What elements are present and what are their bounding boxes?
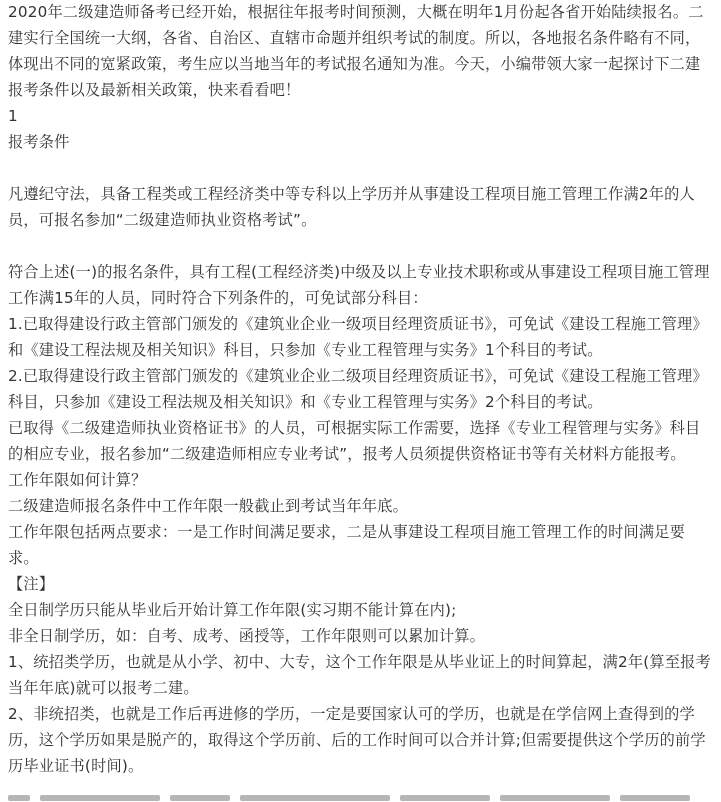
exemption-item-2: 2.已取得建设行政主管部门颁发的《建筑业企业二级项目经理资质证书》，可免试《建设工程施工管理》科目，只参加《建设工程法规及相关知识》和《专业工程管理与实务》2个科目的考试。 [8, 367, 708, 411]
section-title: 报考条件 [8, 133, 70, 151]
work-years-requirements: 工作年限包括两点要求：一是工作时间满足要求，二是从事建设工程项目施工管理工作的时间满足要求。 [8, 523, 686, 567]
certified-note-paragraph: 已取得《二级建造师执业资格证书》的人员，可根据实际工作需要，选择《专业工程管理与实务》科目的相应专业，报名参加“二级建造师相应专业考试”，报考人员须提供资格证书等有关材料方能报考。 [8, 419, 701, 463]
work-years-cutoff: 二级建造师报名条件中工作年限一般截止到考试当年年底。 [8, 497, 409, 515]
work-years-question: 工作年限如何计算？ [8, 471, 147, 489]
exemption-item-1: 1.已取得建设行政主管部门颁发的《建筑业企业一级项目经理资质证书》，可免试《建设工程施工管理》和《建设工程法规及相关知识》科目，只参加《专业工程管理与实务》1个科目的考试。 [8, 315, 708, 359]
article-body [8, 0, 714, 779]
note-parttime: 非全日制学历，如：自考、成考、函授等，工作年限则可以累加计算。 [8, 627, 486, 645]
paragraph-gap [8, 155, 714, 181]
cropped-text-fragment [620, 795, 690, 801]
cropped-text-fragment [8, 795, 30, 801]
general-condition-paragraph: 凡遵纪守法，具备工程类或工程经济类中等专科以上学历并从事建设工程项目施工管理工作满2年的人员，可报名参加“二级建造师执业资格考试”。 [8, 185, 695, 229]
intro-paragraph: 2020年二级建造师备考已经开始，根据往年报考时间预测，大概在明年1月份起各省开始陆续报名。二建实行全国统一大纲，各省、自治区、直辖市命题并组织考试的制度。所以，各地报名条件略有不同，体现出不同的宽紧政策，考生应以当地当年的考试报名通知为准。今天，小编带领大家一起探讨下二建报考条件以及最新相关政策，快来看看吧！ [8, 3, 704, 99]
cropped-text-fragment [240, 795, 390, 801]
cropped-text-fragment [500, 795, 610, 801]
note-item-1: 1、统招类学历，也就是从小学、初中、大专，这个工作年限是从毕业证上的时间算起，满2年(算至报考当年年底)就可以报考二建。 [8, 653, 711, 697]
cropped-text-fragment [400, 795, 490, 801]
note-item-2: 2、非统招类，也就是工作后再进修的学历，一定是要国家认可的学历，也就是在学信网上查得到的学历，这个学历如果是脱产的，取得这个学历前、后的工作时间可以合并计算;但需要提供这个学历的前学历毕业证书(时间)。 [8, 705, 706, 775]
paragraph-gap [8, 233, 714, 259]
cropped-text-fragment [40, 795, 160, 801]
exemption-intro-paragraph: 符合上述(一)的报名条件，具有工程(工程经济类)中级及以上专业技术职称或从事建设工程项目施工管理工作满15年的人员，同时符合下列条件的，可免试部分科目： [8, 263, 710, 307]
note-label: 【注】 [8, 575, 55, 593]
cropped-text-fragment [170, 795, 230, 801]
section-number: 1 [8, 107, 18, 125]
note-fulltime: 全日制学历只能从毕业后开始计算工作年限(实习期不能计算在内); [8, 601, 457, 619]
